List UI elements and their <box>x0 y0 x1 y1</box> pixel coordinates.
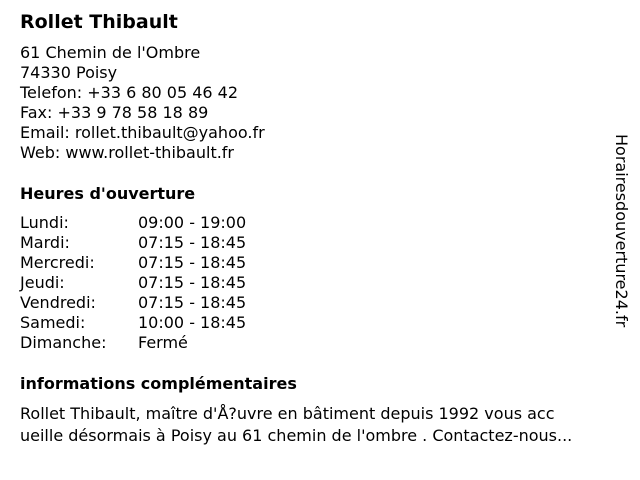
contact-details <box>20 43 265 163</box>
day-label: Vendredi: <box>20 293 96 312</box>
info-line: ueille désormais à Poisy au 61 chemin de l'ombre . Contactez-nous... <box>20 426 573 445</box>
hours-row-thursday <box>20 273 246 293</box>
time-range: 07:15 - 18:45 <box>138 233 247 252</box>
additional-info-text <box>20 403 630 447</box>
day-label: Dimanche: <box>20 333 107 352</box>
time-range: 10:00 - 18:45 <box>138 313 247 332</box>
day-label: Jeudi: <box>20 273 65 292</box>
time-range: 07:15 - 18:45 <box>138 273 247 292</box>
opening-hours-heading: Heures d'ouverture <box>20 184 196 203</box>
day-label: Mercredi: <box>20 253 95 272</box>
additional-info-heading: informations complémentaires <box>20 374 297 393</box>
day-label: Mardi: <box>20 233 70 252</box>
fax-number: Fax: +33 9 78 58 18 89 <box>20 103 209 122</box>
time-range: 07:15 - 18:45 <box>138 293 247 312</box>
time-range: Fermé <box>138 333 188 352</box>
hours-row-tuesday <box>20 233 246 253</box>
hours-row-friday <box>20 293 246 313</box>
hours-row-sunday <box>20 333 246 353</box>
business-name: Rollet Thibault <box>20 11 178 33</box>
address-city: 74330 Poisy <box>20 63 118 82</box>
day-label: Lundi: <box>20 213 69 232</box>
hours-row-monday <box>20 213 246 233</box>
day-label: Samedi: <box>20 313 86 332</box>
hours-row-wednesday <box>20 253 246 273</box>
time-range: 07:15 - 18:45 <box>138 253 247 272</box>
phone-number: Telefon: +33 6 80 05 46 42 <box>20 83 239 102</box>
opening-hours-table <box>20 213 246 353</box>
email-address: Email: rollet.thibault@yahoo.fr <box>20 123 265 142</box>
info-line: Rollet Thibault, maître d'Å?uvre en bâtiment depuis 1992 vous acc <box>20 404 555 423</box>
time-range: 09:00 - 19:00 <box>138 213 247 232</box>
hours-row-saturday <box>20 313 246 333</box>
address-street: 61 Chemin de l'Ombre <box>20 43 201 62</box>
site-watermark: Horairesdouverture24.fr <box>612 134 631 328</box>
website-address: Web: www.rollet-thibault.fr <box>20 143 235 162</box>
